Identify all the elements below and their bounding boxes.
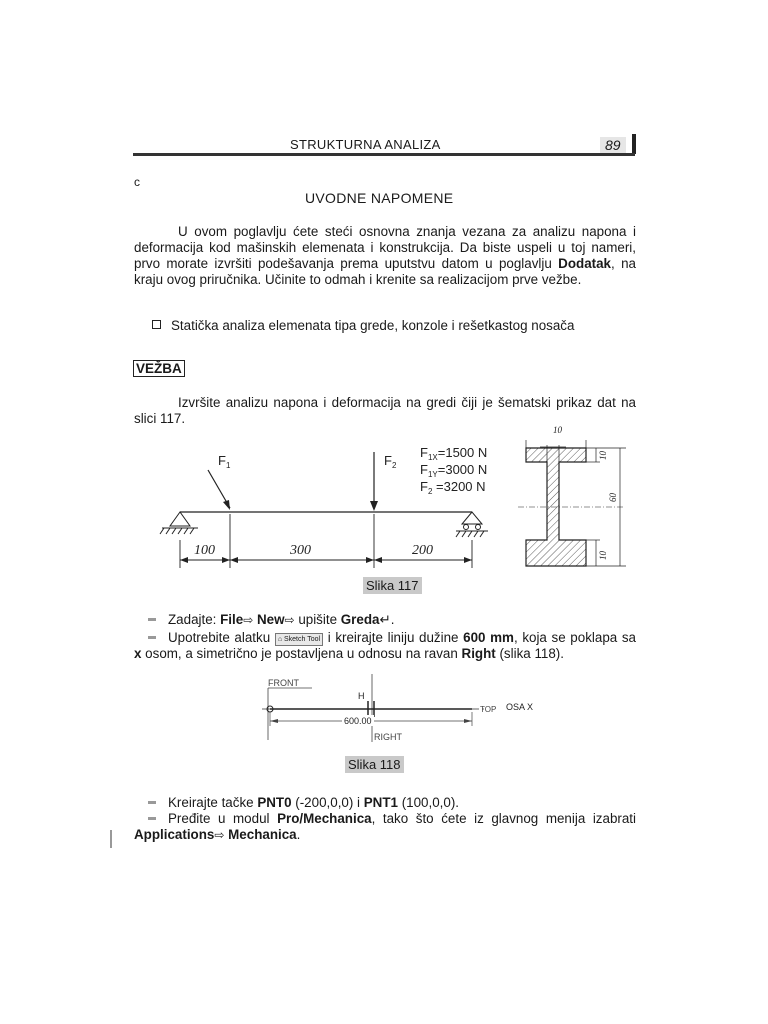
sketch-figure [262,674,552,744]
section-item: Statička analiza elemenata tipa grede, konzole i rešetkastog nosača [152,318,574,333]
checkbox-bullet-icon [152,320,161,329]
header-bar [632,134,636,154]
force-f1-label: $F_1$ [218,453,231,470]
left-support [160,512,198,534]
plane-label-front: FRONT [268,678,299,688]
page-number: 89 [600,137,626,153]
dim-100: 100 [194,543,215,558]
running-header-title: STRUKTURNA ANALIZA [290,137,441,152]
section-dim-flange-top: 10 [598,451,608,460]
step-create-file: Zadajte: File⇨ New⇨ upišite Greda↵. [134,612,636,628]
margin-mark [110,830,112,848]
step-create-points: Kreirajte tačke PNT0 (-200,0,0) i PNT1 (100,0,0). [134,795,636,811]
section-dim-flange-bottom: 10 [598,551,608,560]
force-value-f1x: $F_{1X}=1500$ N [420,445,488,462]
force-value-f2: $F_2 =3200$ N [420,479,486,496]
right-support [456,512,488,537]
sketch-tool-icon: ⌂ [277,636,283,643]
plane-label-top: TOP [480,705,497,714]
section-dim-height: 60 [608,493,618,502]
beam-diagram [150,440,640,575]
section-heading: UVODNE NAPOMENE [305,190,454,206]
stray-mark: c [134,175,140,189]
i-beam-cross-section [518,440,626,566]
constraint-h: H [358,691,365,701]
exercise-label: VEŽBA [133,360,185,377]
force-f2-label: $F_2$ [384,453,397,470]
dash-bullet-icon [148,801,156,804]
step-sketch-line: Upotrebite alatku ⌂ Sketch Tool i kreirajte liniju dužine 600 mm, koja se poklapa sa x osom, a simetrično je postavljena u odnosu na ravan Right (slika 118). [134,630,637,661]
dim-200: 200 [412,543,433,558]
sketch-tool-button[interactable]: ⌂ Sketch Tool [275,633,323,646]
figure-caption-117: Slika 117 [363,577,422,594]
dash-bullet-icon [148,618,156,621]
intro-paragraph: U ovom poglavlju ćete steći osnovna znanja vezana za analizu napona i deformacija kod mašinskih elemenata i konstrukcija. Da biste uspeli u toj nameri, prvo morate izvršiti podešavanja prema uputstvu datom u poglavlju Dodatak, na kraju ovog priručnika. Učinite to odmah i krenite sa realizacijom prve vežbe. [134,224,636,287]
dash-bullet-icon [148,636,156,639]
figure-caption-118: Slika 118 [345,756,404,773]
dim-300: 300 [290,543,311,558]
plane-label-right: RIGHT [374,732,402,742]
step-switch-module: Pređite u modul Pro/Mechanica, tako što ćete iz glavnog menija izabrati Applications⇨ Mechanica. [134,811,637,842]
axis-label-osa-x: OSA X [506,702,534,712]
section-dim-web: 10 [553,425,562,435]
header-rule [133,153,635,156]
force-value-f1y: $F_{1Y}=3000$ N [420,462,488,479]
dash-bullet-icon [148,817,156,820]
exercise-text: Izvršite analizu napona i deformacija na gredi čiji je šematski prikaz dat na slici 117. [134,395,636,426]
sketch-dimension: 600.00 [344,716,372,726]
